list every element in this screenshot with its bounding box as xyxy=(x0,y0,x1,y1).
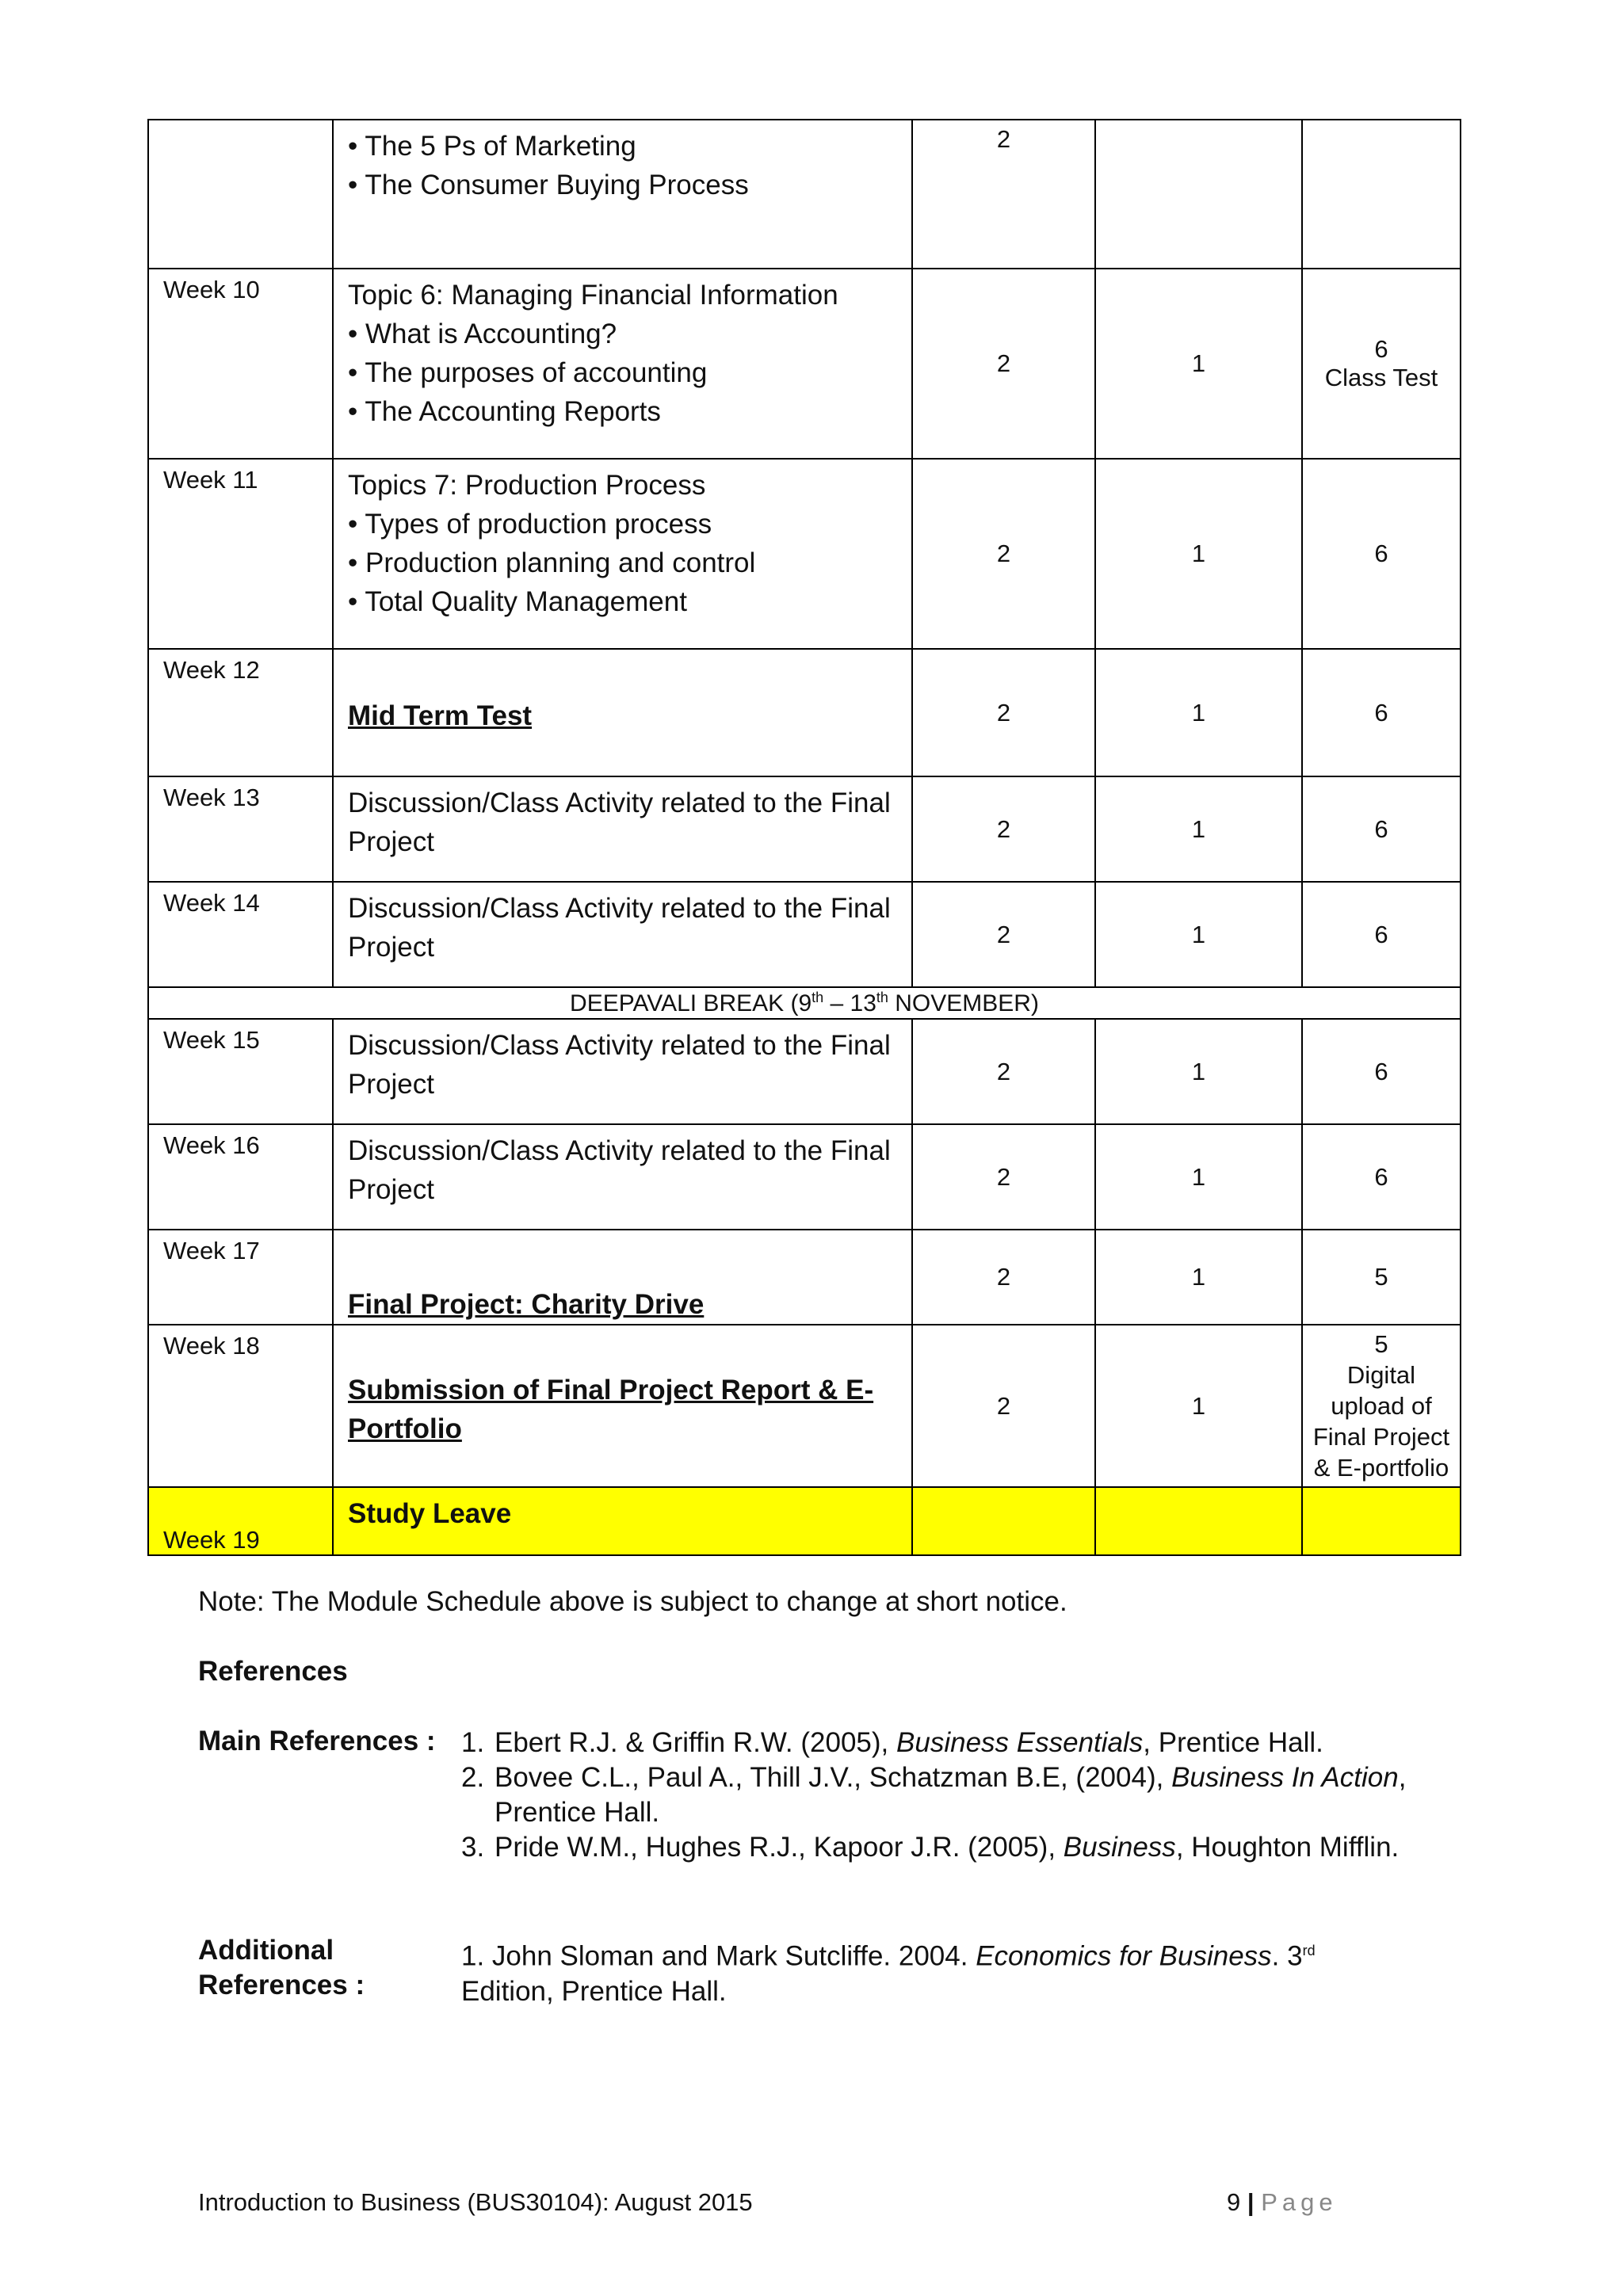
topic-title: Topics 7: Production Process xyxy=(348,470,706,501)
table-row xyxy=(148,1124,1461,1230)
week-cell: Week 11 xyxy=(148,459,333,649)
main-references-list xyxy=(461,1726,1412,1865)
list-item: • The 5 Ps of Marketing xyxy=(348,127,903,166)
hours-cell: 2 xyxy=(912,1124,1095,1230)
hours-cell: 1 xyxy=(1095,1019,1302,1124)
topic-title: Final Project: Charity Drive xyxy=(348,1289,705,1320)
week-cell: Week 10 xyxy=(148,269,333,459)
week-cell: Week 18 xyxy=(148,1325,333,1487)
topic-cell: Discussion/Class Activity related to the Final Project xyxy=(333,1124,912,1230)
topic-title: Submission of Final Project Report & E-Portfolio xyxy=(348,1374,874,1444)
hours-cell xyxy=(912,1487,1095,1555)
list-item: • The Accounting Reports xyxy=(348,392,903,431)
hours-cell: 1 xyxy=(1095,1325,1302,1487)
topic-cell xyxy=(333,1487,912,1555)
week-cell: Week 17 xyxy=(148,1230,333,1325)
list-item: • The purposes of accounting xyxy=(348,353,903,392)
week-cell: Week 12 xyxy=(148,649,333,776)
week-cell: Week 19 xyxy=(148,1487,333,1555)
table-row xyxy=(148,1325,1461,1487)
topic-cell xyxy=(333,649,912,776)
list-item: 2. Bovee C.L., Paul A., Thill J.V., Schatzman B.E, (2004), Business In Action, Prentice Hall. xyxy=(461,1762,1407,1828)
table-row xyxy=(148,269,1461,459)
hours-cell: 1 xyxy=(1095,1230,1302,1325)
activity-note: Class Test xyxy=(1324,364,1438,391)
hours-cell: 6 xyxy=(1302,1019,1461,1124)
list-item: • Total Quality Management xyxy=(348,582,903,621)
hours-cell: 2 xyxy=(912,120,1095,269)
hours-cell: 6 xyxy=(1302,776,1461,882)
hours-cell xyxy=(1095,120,1302,269)
hours-cell: 2 xyxy=(912,649,1095,776)
module-schedule-table xyxy=(147,119,1461,1556)
hours-cell: 1 xyxy=(1095,1124,1302,1230)
topic-cell: Discussion/Class Activity related to the Final Project xyxy=(333,882,912,987)
hours-cell xyxy=(1095,1487,1302,1555)
additional-references-list: 1. John Sloman and Mark Sutcliffe. 2004. Economics for Business. 3rd Edition, Prentice Hall. xyxy=(461,1940,1316,2007)
hours-value: 6 xyxy=(1374,335,1388,363)
hours-value: 5 xyxy=(1374,1330,1388,1358)
hours-cell xyxy=(1302,120,1461,269)
topic-cell xyxy=(333,1325,912,1487)
table-row xyxy=(148,459,1461,649)
hours-cell: 2 xyxy=(912,269,1095,459)
week-cell: Week 15 xyxy=(148,1019,333,1124)
hours-cell: 1 xyxy=(1095,269,1302,459)
deepavali-break-row: DEEPAVALI BREAK (9th – 13th NOVEMBER) xyxy=(148,987,1461,1019)
hours-cell xyxy=(1302,1325,1461,1487)
topic-title: Topic 6: Managing Financial Information xyxy=(348,280,838,311)
topic-cell: Discussion/Class Activity related to the Final Project xyxy=(333,776,912,882)
topic-title: Mid Term Test xyxy=(348,700,533,731)
hours-cell xyxy=(1302,1487,1461,1555)
hours-cell: 1 xyxy=(1095,649,1302,776)
hours-cell: 2 xyxy=(912,882,1095,987)
footer-page-number: 9 | Page xyxy=(1227,2188,1338,2216)
table-row xyxy=(148,987,1461,1019)
main-references-label: Main References : xyxy=(198,1726,436,1756)
hours-cell: 6 xyxy=(1302,649,1461,776)
footer-course-title: Introduction to Business (BUS30104): August 2015 xyxy=(198,2188,753,2216)
list-item: 3. Pride W.M., Hughes R.J., Kapoor J.R. (2005), Business, Houghton Mifflin. xyxy=(461,1832,1400,1863)
hours-cell: 1 xyxy=(1095,459,1302,649)
week-cell: Week 16 xyxy=(148,1124,333,1230)
list-item: • What is Accounting? xyxy=(348,315,903,353)
hours-cell: 2 xyxy=(912,1019,1095,1124)
topic-cell xyxy=(333,120,912,269)
table-row xyxy=(148,882,1461,987)
table-row xyxy=(148,649,1461,776)
list-item: 1. Ebert R.J. & Griffin R.W. (2005), Business Essentials, Prentice Hall. xyxy=(461,1727,1323,1758)
table-row xyxy=(148,1487,1461,1555)
list-item: • Types of production process xyxy=(348,505,903,543)
list-item: • The Consumer Buying Process xyxy=(348,166,903,204)
week-cell: Week 13 xyxy=(148,776,333,882)
hours-cell: 6 xyxy=(1302,882,1461,987)
hours-cell: 6 xyxy=(1302,1124,1461,1230)
topic-cell: Discussion/Class Activity related to the Final Project xyxy=(333,1019,912,1124)
week-cell: Week 14 xyxy=(148,882,333,987)
hours-cell: 2 xyxy=(912,776,1095,882)
hours-cell: 1 xyxy=(1095,776,1302,882)
activity-note: Digital upload of Final Project & E-portfolio xyxy=(1312,1361,1450,1482)
hours-cell: 2 xyxy=(912,1230,1095,1325)
topic-cell xyxy=(333,1230,912,1325)
table-row xyxy=(148,120,1461,269)
table-row xyxy=(148,1230,1461,1325)
topic-cell xyxy=(333,269,912,459)
references-heading: References xyxy=(198,1656,348,1687)
table-row xyxy=(148,1019,1461,1124)
hours-cell: 5 xyxy=(1302,1230,1461,1325)
hours-cell: 2 xyxy=(912,459,1095,649)
topic-title: Study Leave xyxy=(348,1498,512,1529)
hours-cell: 6 xyxy=(1302,459,1461,649)
schedule-note: Note: The Module Schedule above is subject to change at short notice. xyxy=(198,1586,1067,1617)
week-cell xyxy=(148,120,333,269)
topic-cell xyxy=(333,459,912,649)
hours-cell: 2 xyxy=(912,1325,1095,1487)
table-row xyxy=(148,776,1461,882)
hours-cell: 1 xyxy=(1095,882,1302,987)
list-item: • Production planning and control xyxy=(348,543,903,582)
additional-references-label: Additional References : xyxy=(198,1935,365,2000)
hours-cell xyxy=(1302,269,1461,459)
